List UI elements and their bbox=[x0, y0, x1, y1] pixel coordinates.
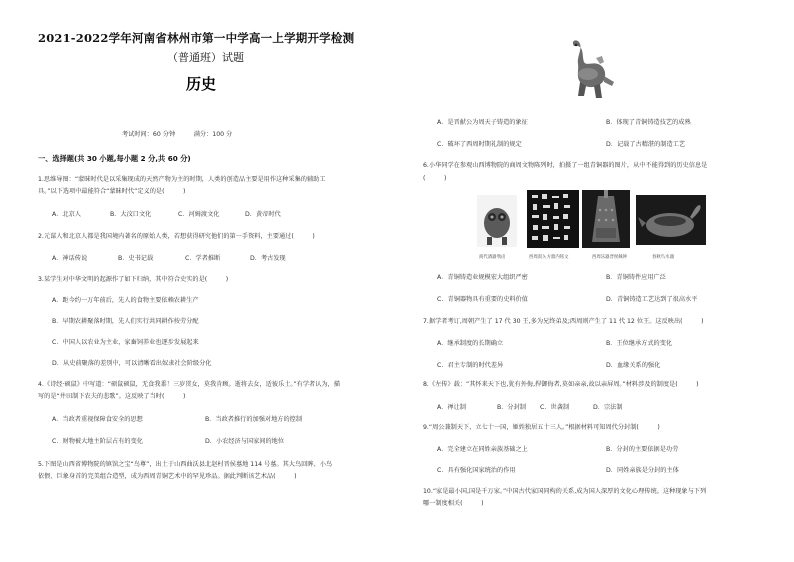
question-1-stem-cont: 具。”以下选项中最能符合“蒙昧时代”定义的是( ) bbox=[38, 188, 186, 195]
question-7-option-c: C．君主专制的时代差异 bbox=[437, 362, 504, 369]
question-1-option-c: C．河姆渡文化 bbox=[178, 211, 220, 218]
caption-water-vessel: 春秋鸟水器 bbox=[652, 255, 674, 260]
document-subtitle: （普通班）试题 bbox=[167, 51, 244, 64]
question-4-stem-cont: 写的是“井田制下农夫的悲歌”。这反映了当时( ) bbox=[38, 393, 186, 400]
question-4-option-c: C．财物被大地主阶层占有的变化 bbox=[52, 438, 143, 445]
question-6-option-c: C．青铜器物具有重要的史料价值 bbox=[437, 296, 528, 303]
question-6-option-d: D．青铜铸造工艺达到了很高水平 bbox=[606, 296, 698, 303]
question-8-stem: 8.《左传》载：“其怀来天下也,犹有外侮,捍御侮者,莫如亲亲,故以亲屏周。”材料涉及的制度是( ) bbox=[423, 381, 699, 388]
question-5-option-d: D．记载了古精湛的制造工艺 bbox=[606, 141, 686, 148]
question-1-option-a: A．北京人 bbox=[52, 211, 81, 218]
question-3-option-d: D．从史前聚落的差别中，可以清晰看出奴隶社会阶级分化 bbox=[52, 360, 212, 367]
question-6-stem: 6.小华同学在参观山西博物院的商周文物陈列时，拍摄了一组青铜器的图片，从中不能得到的历史信息是 bbox=[423, 162, 708, 169]
question-5-option-c: C．破坏了西周时期礼制的规定 bbox=[437, 141, 522, 148]
question-6-stem-cont: ( ) bbox=[423, 175, 447, 182]
question-4-stem: 4.《诗经·硕鼠》中写道：“硕鼠硕鼠，无食我黍！三岁贯女，莫我肯顾。逝将去女，适彼乐土。”有学者认为，描 bbox=[38, 381, 340, 388]
subject-title: 历史 bbox=[186, 75, 217, 93]
question-5-option-a: A．是晋献公为周天子铸造的象征 bbox=[437, 119, 528, 126]
question-2-option-b: B．史书记载 bbox=[118, 255, 154, 262]
question-10-stem: 10.“家是最小国,国是千万家。”中国古代家国同构的关系,成为国人深厚的文化心理传统。这种现象与下列 bbox=[423, 488, 707, 495]
question-1-stem: 1.思维导图：“蒙昧时代是以采集现成的天然产物为主的时期，人类的创造品主要是用作这种采集的辅助工 bbox=[38, 176, 326, 183]
question-8-option-b: B．分封制 bbox=[497, 404, 526, 411]
question-7-option-b: B．王位继承方式的变化 bbox=[606, 340, 673, 347]
question-3-option-c: C．中国人以农业为主业，家畜饲养业也逐步发展起来 bbox=[52, 339, 199, 346]
question-4-option-d: D．小农经济与国家间的地位 bbox=[205, 438, 285, 445]
question-4-option-a: A．当政者重视保障食安全的思想 bbox=[52, 416, 143, 423]
question-6-option-a: A．青铜铸造业规模宏大组织严密 bbox=[437, 274, 528, 281]
question-8-option-c: C．世袭制 bbox=[540, 404, 570, 411]
bird-water-vessel-photo bbox=[636, 195, 706, 245]
question-9-stem: 9.“周公兼制天下，立七十一国，姬姓独居五十三人。”根据材料可知周代分封制( ) bbox=[423, 424, 660, 431]
question-10-stem-cont: 哪一制度相关( ) bbox=[423, 500, 484, 507]
question-3-option-b: B．早期农耕聚落时期，先人们实行共同耕作按劳分配 bbox=[52, 318, 199, 325]
question-7-option-d: D．血缘关系的强化 bbox=[606, 362, 661, 369]
owl-vessel-photo bbox=[477, 195, 517, 247]
bird-vessel-image bbox=[560, 36, 616, 110]
question-4-option-b: B．当政者推行的加强对地方的控制 bbox=[205, 416, 303, 423]
question-9-option-c: C．具有强化国家统治的作用 bbox=[437, 467, 516, 474]
caption-inscription: 西周叔夨方鼎内铭文 bbox=[529, 255, 569, 260]
inscription-rubbing-photo bbox=[527, 190, 579, 248]
question-2-option-a: A．神话传说 bbox=[52, 255, 88, 262]
question-8-option-a: A．禅让制 bbox=[437, 404, 466, 411]
question-5-stem: 5.下图是山西省博物院的镇馆之宝“鸟尊”，出土于山西曲沃县北赵村晋侯墓地 114 号墓。其大鸟回眸、小鸟 bbox=[38, 461, 333, 468]
caption-bell: 西周乐器晋侯稣钟 bbox=[592, 255, 628, 260]
section-heading: 一、选择题(共 30 小题,每小题 2 分,共 60 分) bbox=[38, 154, 191, 163]
document-title: 2021-2022学年河南省林州市第一中学高一上学期开学检测 bbox=[38, 31, 355, 45]
question-9-option-a: A．完全建立在同姓亲族基础之上 bbox=[437, 446, 528, 453]
question-5-option-b: B．体现了青铜铸造技艺的成熟 bbox=[606, 119, 691, 126]
question-2-option-c: C．学者推断 bbox=[185, 255, 221, 262]
question-1-option-b: B．大汶口文化 bbox=[110, 211, 152, 218]
question-7-option-a: A．继承制度的长期确立 bbox=[437, 340, 504, 347]
question-6-option-b: B．青铜铸件应用广泛 bbox=[606, 274, 666, 281]
question-9-option-b: B．分封的主要依据是功劳 bbox=[606, 446, 679, 453]
question-2-stem: 2.元谋人和北京人都是我国境内著名的原始人类，若想获得研究他们的第一手资料，主要通过( ) bbox=[38, 233, 315, 240]
question-1-option-d: D．黄帝时代 bbox=[245, 211, 281, 218]
bronze-bell-photo bbox=[582, 190, 630, 248]
question-2-option-d: D．考古发现 bbox=[250, 255, 286, 262]
question-8-option-d: D．宗法制 bbox=[593, 404, 623, 411]
question-9-option-d: D．同姓亲族是分封的主体 bbox=[606, 467, 679, 474]
question-3-stem: 3.某学生对中华文明的起源作了如下归纳，其中符合史实的是( ) bbox=[38, 276, 229, 283]
question-7-stem: 7.据学者考订,周朝产生了 17 代 30 王,多为兄终弟及;西周则产生了 11 代 12 位王。这反映出( ) bbox=[423, 318, 704, 325]
caption-owl-vessel: 商代酒器鸮卣 bbox=[479, 255, 506, 260]
exam-info: 考试时间：60 分钟 满分：100 分 bbox=[122, 131, 233, 138]
question-5-stem-cont: 依偎、巨象身首的完美组合造型，成为西周青铜艺术中的罕见珍品。据此判断该艺术品( ) bbox=[38, 473, 297, 480]
question-3-option-a: A．距今约一万年前后，先人的食物主要依赖农耕生产 bbox=[52, 297, 199, 304]
